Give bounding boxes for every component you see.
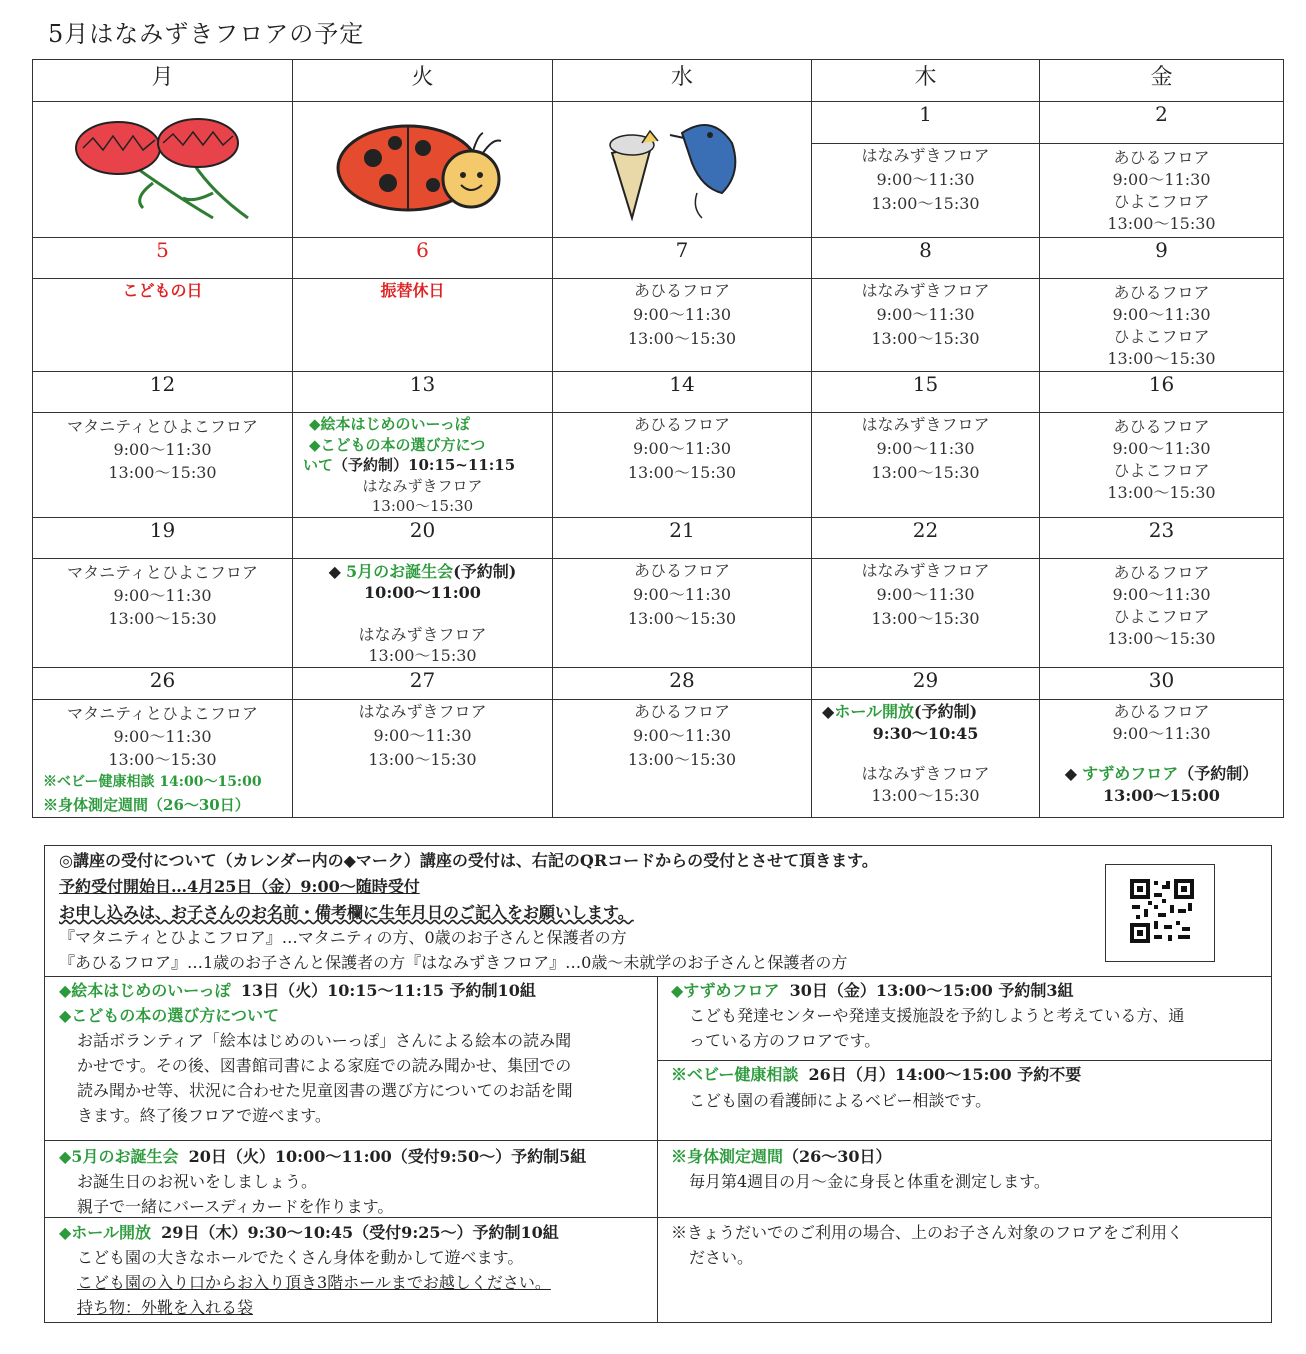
sibling-note: ※きょうだいでのご利用の場合、上のお子さん対象のフロアをご利用く [671, 1223, 1184, 1242]
weekday-tue: 火 [293, 60, 553, 102]
day-21: 21 [553, 517, 812, 558]
day-13-schedule: ◆絵本はじめのいーっぽ ◆こどもの本の選び方につ いて（予約制）10:15~11:15 はなみずきフロア 13:00〜15:30 [293, 413, 553, 518]
baby-consult-title: ※ベビー健康相談 [671, 1065, 799, 1084]
info-line-1: ◎講座の受付について（カレンダー内の◆マーク）講座の受付は、右記のQRコードからの受付とさせて頂きます。 [59, 851, 878, 870]
day-26: 26 [33, 667, 293, 699]
day-2: 2 [1040, 102, 1284, 144]
day-20-schedule: ◆ 5月のお誕生会(予約制) 10:00〜11:00 はなみずきフロア 13:00〜15:30 [293, 558, 553, 667]
day-16: 16 [1040, 372, 1284, 413]
day-28-schedule: あひるフロア 9:00〜11:30 13:00〜15:30 [553, 699, 812, 817]
day-13: 13 [293, 372, 553, 413]
day-27-schedule: はなみずきフロア 9:00〜11:30 13:00〜15:30 [293, 699, 553, 817]
day-29: 29 [812, 667, 1040, 699]
ladybug-illustration [293, 102, 553, 238]
birthday-title: ◆5月のお誕生会 [59, 1147, 179, 1166]
day-7-schedule: あひるフロア 9:00〜11:30 13:00〜15:30 [553, 279, 812, 372]
day-21-schedule: あひるフロア 9:00〜11:30 13:00〜15:30 [553, 558, 812, 667]
day-16-schedule: あひるフロア 9:00〜11:30 ひよこフロア 13:00〜15:30 [1040, 413, 1284, 518]
suzume-title: ◆すずめフロア [671, 981, 780, 1000]
day-2-schedule: あひるフロア 9:00〜11:30 ひよこフロア 13:00〜15:30 [1040, 144, 1284, 238]
measurement-title: ※身体測定週間 [671, 1147, 784, 1166]
day-12: 12 [33, 372, 293, 413]
day-20: 20 [293, 517, 553, 558]
weekday-header-row [33, 60, 1284, 102]
day-14: 14 [553, 372, 812, 413]
day-22: 22 [812, 517, 1040, 558]
day-23-schedule: あひるフロア 9:00〜11:30 ひよこフロア 13:00〜15:30 [1040, 558, 1284, 667]
day-5: 5 [33, 238, 293, 279]
day-23: 23 [1040, 517, 1284, 558]
day-29-schedule: ◆ホール開放(予約制) 9:30〜10:45 はなみずきフロア 13:00〜15:30 [812, 699, 1040, 817]
day-1-schedule: はなみずきフロア 9:00〜11:30 13:00〜15:30 [812, 144, 1040, 238]
ehon-title: ◆絵本はじめのいーっぽ [59, 981, 231, 1000]
weekday-fri: 金 [1040, 60, 1284, 102]
qr-code-icon[interactable] [1105, 864, 1215, 962]
info-line-5: 『あひるフロア』…1歳のお子さんと保護者の方『はなみずきフロア』…0歳〜未就学のお子さんと保護者の方 [59, 953, 848, 972]
kodomo-hon-title: ◆こどもの本の選び方について [59, 1006, 279, 1025]
day-15: 15 [812, 372, 1040, 413]
day-22-schedule: はなみずきフロア 9:00〜11:30 13:00〜15:30 [812, 558, 1040, 667]
day-9: 9 [1040, 238, 1284, 279]
weekday-mon: 月 [33, 60, 293, 102]
day-9-schedule: あひるフロア 9:00〜11:30 ひよこフロア 13:00〜15:30 [1040, 279, 1284, 372]
weekday-thu: 木 [812, 60, 1040, 102]
day-7: 7 [553, 238, 812, 279]
day-8: 8 [812, 238, 1040, 279]
day-12-schedule: マタニティとひよこフロア 9:00〜11:30 13:00〜15:30 [33, 413, 293, 518]
day-14-schedule: あひるフロア 9:00〜11:30 13:00〜15:30 [553, 413, 812, 518]
day-19-schedule: マタニティとひよこフロア 9:00〜11:30 13:00〜15:30 [33, 558, 293, 667]
day-6-schedule: 振替休日 [293, 279, 553, 372]
hall-title: ◆ホール開放 [59, 1223, 151, 1242]
info-line-2: 予約受付開始日…4月25日（金）9:00〜随時受付 [59, 877, 420, 896]
day-26-schedule: マタニティとひよこフロア 9:00〜11:30 13:00〜15:30 ※ベビー健康相談 14:00〜15:00 ※身体測定週間（26〜30日） [33, 699, 293, 817]
day-1: 1 [812, 102, 1040, 144]
day-8-schedule: はなみずきフロア 9:00〜11:30 13:00〜15:30 [812, 279, 1040, 372]
info-line-4: 『マタニティとひよこフロア』…マタニティの方、0歳のお子さんと保護者の方 [59, 928, 627, 947]
page-title: 5月はなみずきフロアの予定 [48, 20, 365, 48]
calendar-table [32, 59, 1284, 818]
swallow-nest-illustration [553, 102, 812, 238]
carnation-illustration [33, 102, 293, 238]
day-27: 27 [293, 667, 553, 699]
day-15-schedule: はなみずきフロア 9:00〜11:30 13:00〜15:30 [812, 413, 1040, 518]
day-6: 6 [293, 238, 553, 279]
day-28: 28 [553, 667, 812, 699]
day-5-schedule: こどもの日 [33, 279, 293, 372]
weekday-wed: 水 [553, 60, 812, 102]
day-19: 19 [33, 517, 293, 558]
info-box: ◎講座の受付について（カレンダー内の◆マーク）講座の受付は、右記のQRコードからの受付とさせて頂きます。 予約受付開始日…4月25日（金）9:00〜随時受付 お申し込みは、お子さんのお名前・備考欄に生年月日のご記入をお願いします。 『マタニティとひよこフロア』…マタニティの方、0歳のお子さんと保護者の方 『あひるフロア』…1歳のお子さんと保護者の方『はなみずきフロア』…0歳〜未就学のお子さんと保護者の方 ◆絵本はじめのいーっぽ 13日（火）10:15〜11:15 予約制10組 ◆こどもの本の選び方について お話ボランティア「絵本はじめのいーっぽ」さんによる絵本の読み聞 かせです。その後、図書館司書による家庭での読み聞かせ、集団での 読み聞かせ等、状況に合わせた児童図書の選び方についてのお話を聞 きます。終了後フロアで遊べます。 ◆すずめフロア 30日（金）13:00〜15:00 予約制3組 こども発達センターや発達支援施設を予約しようと考えている方、通 っている方のフロアです。 ※ベビー健康相談 26日（月）14:00〜15:00 予約不要 こども園の看護師によるベビー相談です。 ◆5月のお誕生会 20日（火）10:00〜11:00（受付9:50〜）予約制5組 お誕生日のお祝いをしましょう。 親子で一緒にバースディカードを作ります。 ※身体測定週間（26〜30日） 毎月第4週目の月〜金に身長と体重を測定します。 ◆ホール開放 29日（木）9:30〜10:45（受付9:25〜）予約制10組 こども園の大きなホールでたくさん身体を動かして遊べます。 こども園の入り口からお入り頂き3階ホールまでお越しください。 持ち物：外靴を入れる袋 ※きょうだいでのご利用の場合、上のお子さん対象のフロアをご利用く ださい。 [44, 845, 1272, 1323]
info-line-3: お申し込みは、お子さんのお名前・備考欄に生年月日のご記入をお願いします。 [59, 903, 634, 922]
day-30-schedule: あひるフロア 9:00〜11:30 ◆ すずめフロア（予約制） 13:00〜15:00 [1040, 699, 1284, 817]
day-30: 30 [1040, 667, 1284, 699]
